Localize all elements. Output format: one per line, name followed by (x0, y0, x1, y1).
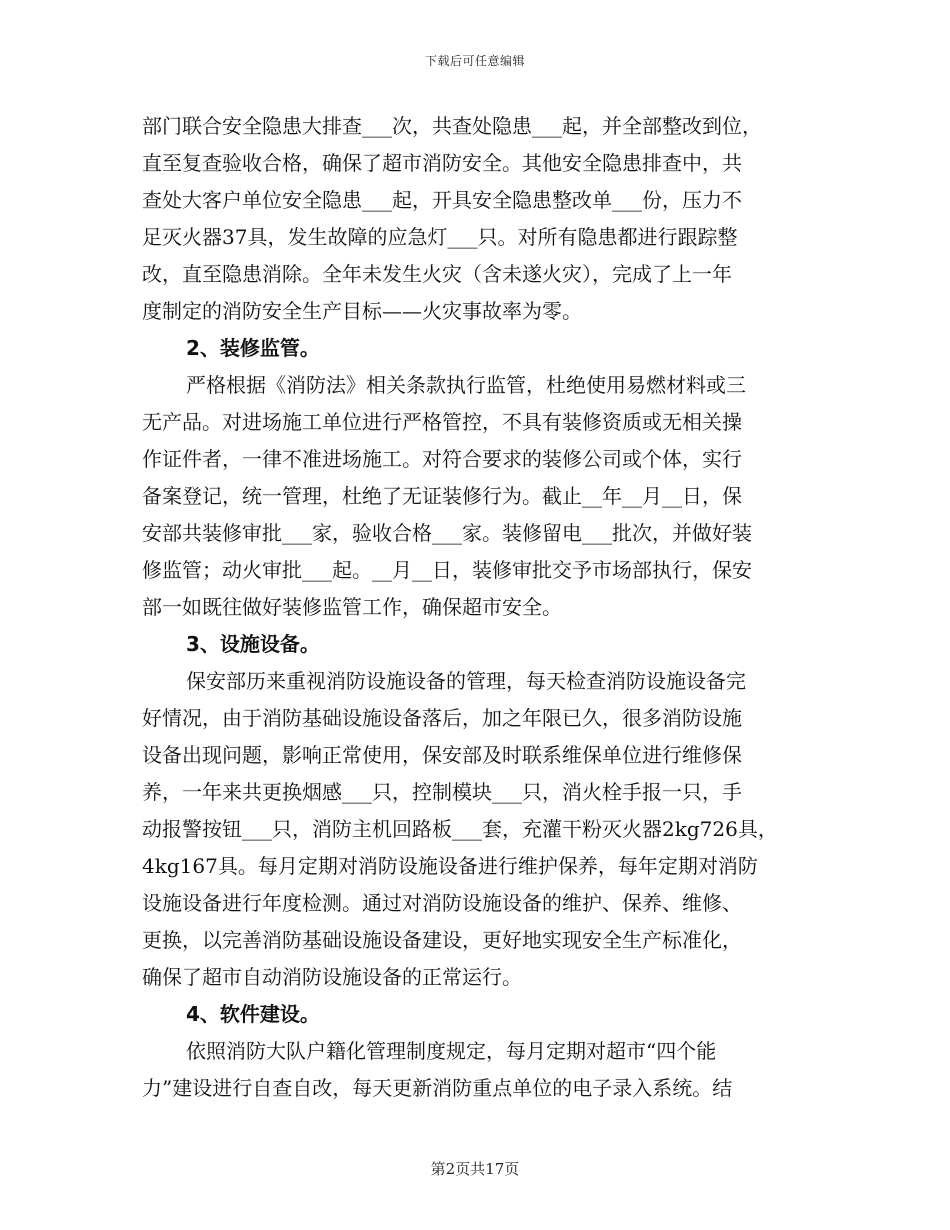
text-line: 改，直至隐患消除。全年未发生火灾（含未遂火灾），完成了上一年 (142, 262, 732, 286)
text-line: 好情况，由于消防基础设施设备落后，加之年限已久，很多消防设施 (142, 706, 742, 730)
text-line: 养，一年来共更换烟感___只，控制模块___只，消火栓手报一只，手 (142, 780, 742, 804)
text-line: 作证件者，一律不准进场施工。对符合要求的装修公司或个体，实行 (142, 447, 742, 471)
text-line: 无产品。对进场施工单位进行严格管控，不具有装修资质或无相关操 (142, 410, 742, 434)
text-line: 查处大客户单位安全隐患___起，开具安全隐患整改单___份，压力不 (142, 188, 742, 212)
text-line: 动报警按钮___只，消防主机回路板___套，充灌干粉灭火器2kg726具， (142, 817, 778, 841)
text-line: 度制定的消防安全生产目标——火灾事故率为零。 (142, 299, 582, 323)
section-heading-facilities: 3、设施设备。 (186, 632, 320, 656)
text-line: 安部共装修审批___家，验收合格___家。装修留电___批次，并做好装 (142, 521, 752, 545)
section-heading-software: 4、软件建设。 (186, 1002, 320, 1026)
text-line: 修监管；动火审批___起。__月__日，装修审批交予市场部执行，保安 (142, 558, 752, 582)
text-line: 部门联合安全隐患大排查___次，共查处隐患___起，并全部整改到位， (142, 114, 762, 138)
text-line: 保安部历来重视消防设施设备的管理，每天检查消防设施设备完 (186, 669, 746, 693)
document-body (142, 108, 810, 1107)
text-line: 直至复查验收合格，确保了超市消防安全。其他安全隐患排查中，共 (142, 151, 742, 175)
paragraph-renovation (142, 367, 810, 626)
text-line: 足灭火器37具，发生故障的应急灯___只。对所有隐患都进行跟踪整 (142, 225, 738, 249)
paragraph-safety-inspection (142, 108, 810, 330)
text-line: 设备出现问题，影响正常使用，保安部及时联系维保单位进行维修保 (142, 743, 742, 767)
paragraph-software (142, 1033, 810, 1107)
page-header: 下载后可任意编辑 (424, 54, 525, 68)
text-line: 力”建设进行自查自改，每天更新消防重点单位的电子录入系统。结 (142, 1076, 733, 1100)
page-number-footer: 第2页共17页 (430, 1160, 520, 1178)
section-heading-renovation: 2、装修监管。 (186, 336, 320, 360)
text-line: 更换，以完善消防基础设施设备建设，更好地实现安全生产标准化， (142, 928, 742, 952)
text-line: 4kg167具。每月定期对消防设施设备进行维护保养，每年定期对消防 (142, 854, 758, 878)
paragraph-facilities (142, 663, 810, 996)
text-line: 设施设备进行年度检测。通过对消防设施设备的维护、保养、维修、 (142, 891, 742, 915)
text-line: 严格根据《消防法》相关条款执行监管，杜绝使用易燃材料或三 (186, 373, 746, 397)
text-line: 依照消防大队户籍化管理制度规定，每月定期对超市“四个能 (186, 1039, 717, 1063)
text-line: 备案登记，统一管理，杜绝了无证装修行为。截止__年__月__日，保 (142, 484, 742, 508)
text-line: 部一如既往做好装修监管工作，确保超市安全。 (142, 595, 562, 619)
text-line: 确保了超市自动消防设施设备的正常运行。 (142, 965, 522, 989)
